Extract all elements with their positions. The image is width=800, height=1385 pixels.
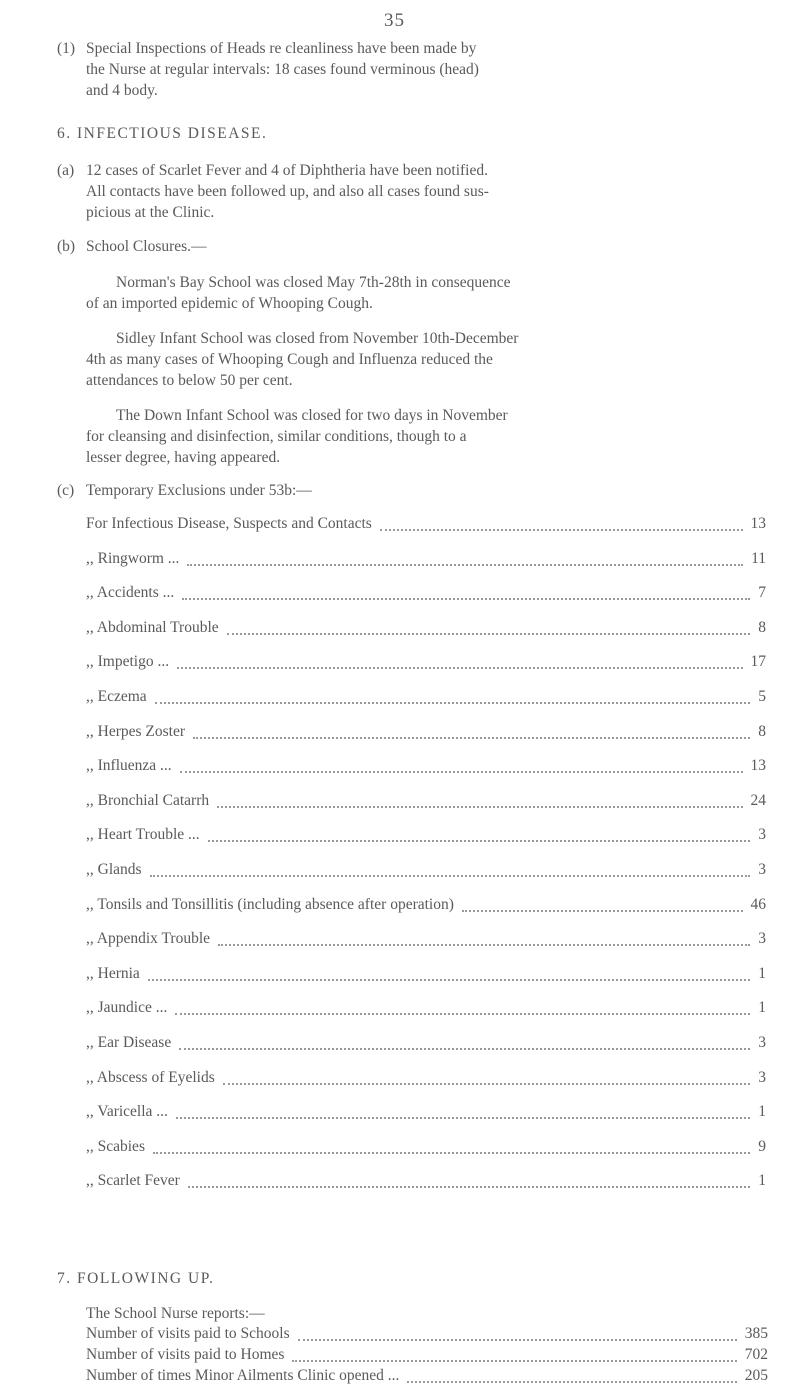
exclusion-row-label: ,, Abdominal Trouble [86, 618, 219, 636]
closure-2-line-1: Sidley Infant School was closed from November 10th-December [116, 330, 519, 347]
item-1-line-2: the Nurse at regular intervals: 18 cases found verminous (head) [86, 61, 479, 78]
exclusion-row-value: 5 [758, 688, 766, 705]
closure-2-line-2: 4th as many cases of Whooping Cough and Influenza reduced the [86, 351, 493, 368]
dot-leader [176, 1117, 750, 1119]
exclusion-row-label: ,, Ear Disease [86, 1034, 172, 1051]
exclusion-row-label: ,, Ringworm ... [86, 549, 180, 567]
dot-leader [182, 598, 750, 600]
dot-leader [223, 1083, 751, 1085]
exclusion-row-label: ,, Heart Trouble ... [86, 826, 200, 844]
dot-leader [227, 633, 751, 635]
dot-leader [407, 1381, 736, 1383]
exclusion-row-value: 3 [758, 930, 766, 948]
dot-leader [150, 875, 751, 877]
item-1-line-1: Special Inspections of Heads re cleanliness have been made by [86, 40, 477, 57]
follow-up-row-value: 205 [744, 1367, 768, 1384]
exclusion-row-label: ,, Glands [86, 861, 142, 878]
exclusion-row-value: 17 [750, 653, 766, 671]
exclusion-row-value: 1 [758, 1172, 766, 1190]
section-7-heading: 7. FOLLOWING UP. [57, 1270, 215, 1287]
exclusion-row-value: 1 [758, 1103, 766, 1121]
dot-leader [217, 806, 742, 808]
page-number: 35 [384, 10, 405, 31]
exclusion-row-label: ,, Influenza ... [86, 757, 172, 775]
exclusion-row-value: 24 [750, 791, 766, 809]
follow-up-row-label: Number of times Minor Ailments Clinic opened ... [86, 1367, 400, 1384]
item-a-marker: (a) [57, 162, 75, 179]
exclusion-row-value: 13 [750, 757, 766, 775]
exclusion-row-value: 9 [758, 1137, 766, 1155]
dot-leader [155, 702, 751, 704]
dot-leader [180, 771, 743, 773]
exclusion-row-label: ,, Impetigo ... [86, 653, 170, 671]
exclusion-row-value: 46 [750, 895, 766, 913]
closure-3-line-1: The Down Infant School was closed for two days in November [116, 407, 508, 424]
closure-1-line-2: of an imported epidemic of Whooping Cough. [86, 295, 373, 312]
item-a-line-1: 12 cases of Scarlet Fever and 4 of Diphtheria have been notified. [86, 162, 488, 179]
dot-leader [179, 1048, 750, 1050]
dot-leader [380, 529, 743, 531]
closure-1-line-1: Norman's Bay School was closed May 7th-28th in consequence [116, 274, 511, 291]
follow-up-row-label: Number of visits paid to Schools [86, 1325, 290, 1342]
exclusion-row-value: 3 [758, 826, 766, 844]
exclusion-row-label: ,, Scarlet Fever [86, 1172, 180, 1190]
exclusion-row-label: ,, Appendix Trouble [86, 930, 211, 948]
dot-leader [148, 979, 750, 981]
exclusion-row-value: 3 [758, 1034, 766, 1051]
exclusion-row-label: ,, Hernia [86, 964, 140, 982]
item-b-title: School Closures.— [86, 238, 207, 255]
exclusion-row-label: ,, Accidents ... [86, 584, 175, 602]
exclusion-row-label: ,, Bronchial Catarrh [86, 791, 210, 809]
exclusion-row-label: ,, Jaundice ... [86, 999, 168, 1017]
item-a-line-2: All contacts have been followed up, and also all cases found sus- [86, 183, 489, 200]
exclusion-row-value: 11 [751, 549, 766, 567]
nurse-reports-intro: The School Nurse reports:— [86, 1305, 265, 1322]
follow-up-row-value: 385 [744, 1325, 768, 1342]
closure-3-line-3: lesser degree, having appeared. [86, 449, 281, 466]
dot-leader [292, 1360, 736, 1362]
item-1-marker: (1) [57, 40, 76, 57]
item-b-marker: (b) [57, 238, 76, 255]
item-c-marker: (c) [57, 482, 75, 499]
dot-leader [177, 667, 742, 669]
exclusion-row-value: 3 [758, 861, 766, 878]
item-c-title: Temporary Exclusions under 53b:— [86, 482, 312, 499]
dot-leader [187, 564, 743, 566]
follow-up-row-value: 702 [744, 1346, 768, 1363]
item-a-line-3: picious at the Clinic. [86, 204, 215, 221]
dot-leader [218, 944, 750, 946]
exclusion-row-label: ,, Tonsils and Tonsillitis (including absence after operation) [86, 895, 454, 913]
follow-up-row-label: Number of visits paid to Homes [86, 1346, 285, 1363]
exclusion-row-value: 13 [750, 515, 766, 532]
exclusion-row-value: 8 [758, 722, 766, 740]
closure-3-line-2: for cleansing and disinfection, similar conditions, though to a [86, 428, 467, 445]
exclusion-row-label: ,, Abscess of Eyelids [86, 1068, 215, 1086]
exclusion-row-label: ,, Herpes Zoster [86, 722, 185, 740]
closure-2-line-3: attendances to below 50 per cent. [86, 372, 293, 389]
exclusion-row-value: 3 [758, 1068, 766, 1086]
item-1-line-3: and 4 body. [86, 82, 158, 99]
exclusion-row-value: 8 [758, 618, 766, 636]
dot-leader [298, 1339, 737, 1341]
exclusion-row-value: 1 [758, 999, 766, 1017]
section-6-heading: 6. INFECTIOUS DISEASE. [57, 125, 268, 142]
dot-leader [193, 737, 750, 739]
exclusion-row-label: For Infectious Disease, Suspects and Contacts [86, 515, 372, 532]
dot-leader [208, 840, 751, 842]
exclusion-row-value: 1 [758, 964, 766, 982]
dot-leader [175, 1013, 750, 1015]
exclusion-row-label: ,, Scabies [86, 1137, 145, 1155]
exclusion-row-label: ,, Varicella ... [86, 1103, 168, 1121]
exclusion-row-label: ,, Eczema [86, 688, 147, 705]
dot-leader [153, 1152, 750, 1154]
dot-leader [188, 1186, 750, 1188]
dot-leader [462, 910, 743, 912]
exclusion-row-value: 7 [758, 584, 766, 602]
